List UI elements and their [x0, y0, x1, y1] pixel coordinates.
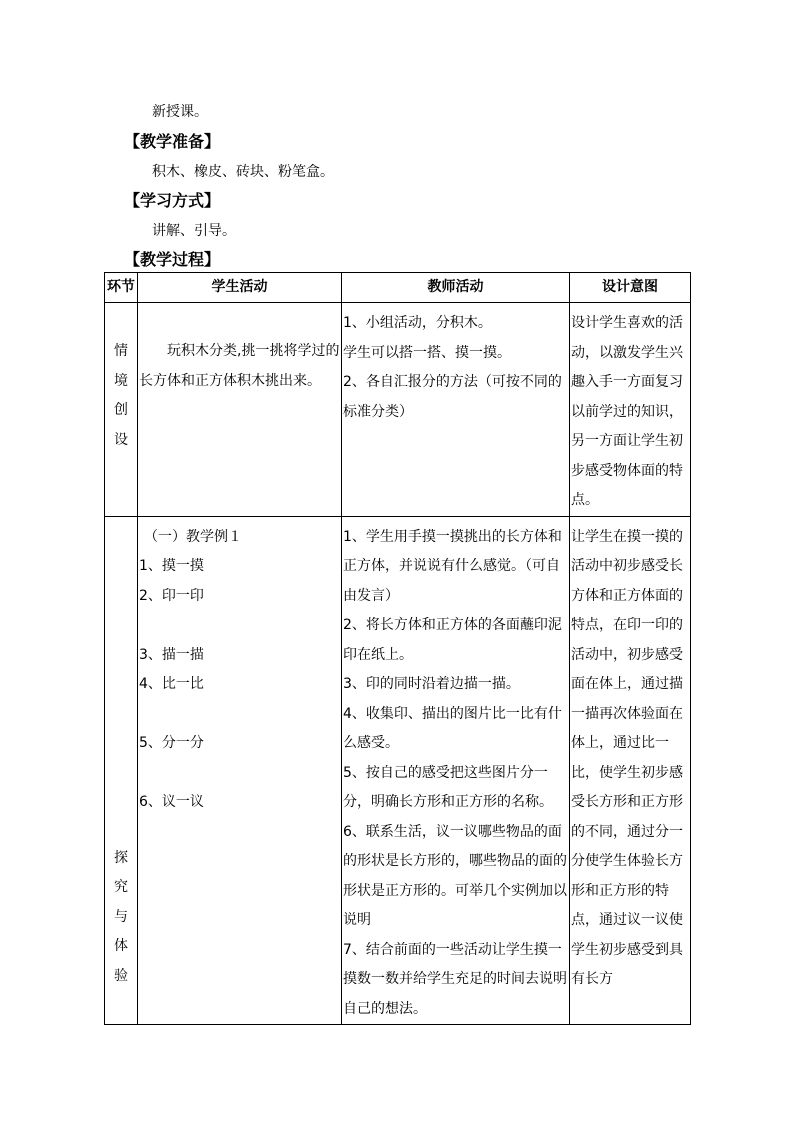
- teacher-activity-item: 6、联系生活，议一议哪些物品的面的形状是长方形的，哪些物品的面的形状是正方形的。可举几个实例加以说明: [343, 823, 567, 928]
- design-intent-cell: [570, 516, 691, 1025]
- process-heading: 【教学过程】: [124, 250, 221, 269]
- teacher-activity-item: 4、收集印、描出的图片比一比有什么感受。: [343, 705, 562, 751]
- student-activity-cell: [138, 516, 342, 1025]
- stage-char: 与: [114, 908, 128, 925]
- stage-cell: [105, 516, 138, 1025]
- stage-char: 验: [114, 967, 128, 984]
- student-activity-spacer: [138, 700, 341, 730]
- lesson-process-table: [104, 272, 691, 1025]
- method-body: 讲解、引导。: [152, 223, 236, 239]
- teacher-activity-item: 2、将长方体和正方体的各面蘸印泥印在纸上。: [343, 617, 562, 663]
- student-activity-cell: [138, 303, 342, 517]
- header-stage: 环节: [105, 273, 138, 303]
- teacher-activity-item: 1、学生用手摸一摸挑出的长方体和正方体，并说说有什么感觉。（可自由发言）: [343, 528, 562, 604]
- header-student-activity: 学生活动: [138, 273, 342, 303]
- stage-char: 体: [114, 938, 128, 954]
- design-intent-text: 设计学生喜欢的活动，以激发学生兴趣入手一方面复习以前学过的知识，另一方面让学生初步感受物体面的特点。: [571, 315, 683, 508]
- table-header-row: [105, 273, 691, 303]
- teacher-activity-item: 7、结合前面的一些活动让学生摸一摸数一数并给学生充足的时间去说明自己的想法。: [343, 941, 567, 1017]
- design-intent-text: 让学生在摸一摸的活动中初步感受长方体和正方体面的特点，在印一印的活动中，初步感受面在体上，通过描一描再次体验面在体上，通过比一比，使学生初步感受长方形和正方形的不同，通过分一分使学生体验长方形和正方形的特点，通过议一议使学生初步感受到具有长方: [571, 528, 683, 987]
- student-activity-item: 3、描一描: [139, 646, 204, 663]
- student-activity-item: 5、分一分: [139, 735, 204, 751]
- prep-heading: 【教学准备】: [124, 132, 221, 151]
- teacher-activity-item: 3、印的同时沿着边描一描。: [343, 676, 520, 692]
- student-activity-text: 玩积木分类,挑一挑将学过的长方体和正方体积木挑出来。: [139, 343, 340, 389]
- stage-cell: [105, 303, 138, 517]
- teacher-activity-item: 学生可以搭一搭、摸一摸。: [343, 344, 511, 361]
- teacher-activity-cell: [342, 516, 570, 1025]
- header-teacher-activity: 教师活动: [342, 273, 570, 303]
- student-activity-item: 6、议一议: [139, 794, 204, 810]
- student-activity-spacer: [138, 759, 341, 789]
- header-design-intent: 设计意图: [570, 273, 691, 303]
- student-activity-item: （一）教学例１: [144, 528, 242, 545]
- stage-char: 究: [114, 879, 128, 895]
- student-activity-spacer: [138, 611, 341, 641]
- teacher-activity-item: 5、按自己的感受把这些图片分一分，明确长方形和正方形的名称。: [343, 764, 553, 810]
- teacher-activity-item: 2、各自汇报分的方法（可按不同的标准分类）: [343, 374, 562, 420]
- stage-char: 设: [114, 431, 128, 448]
- intro-line: 新授课。: [152, 104, 208, 120]
- stage-char: 境: [114, 372, 128, 389]
- design-intent-cell: [570, 303, 691, 517]
- stage-char: 创: [114, 402, 128, 418]
- student-activity-item: 1、摸一摸: [139, 558, 204, 574]
- student-activity-item: 2、印一印: [139, 587, 204, 604]
- stage-char: 探: [114, 849, 128, 866]
- stage-char: 情: [114, 343, 128, 359]
- prep-body: 积木、橡皮、砖块、粉笔盒。: [152, 164, 334, 180]
- teacher-activity-item: 1、小组活动，分积木。: [343, 315, 492, 331]
- student-activity-item: 4、比一比: [139, 676, 204, 692]
- table-row: [105, 516, 691, 1025]
- table-row: [105, 303, 691, 517]
- teacher-activity-cell: [342, 303, 570, 517]
- method-heading: 【学习方式】: [124, 191, 221, 210]
